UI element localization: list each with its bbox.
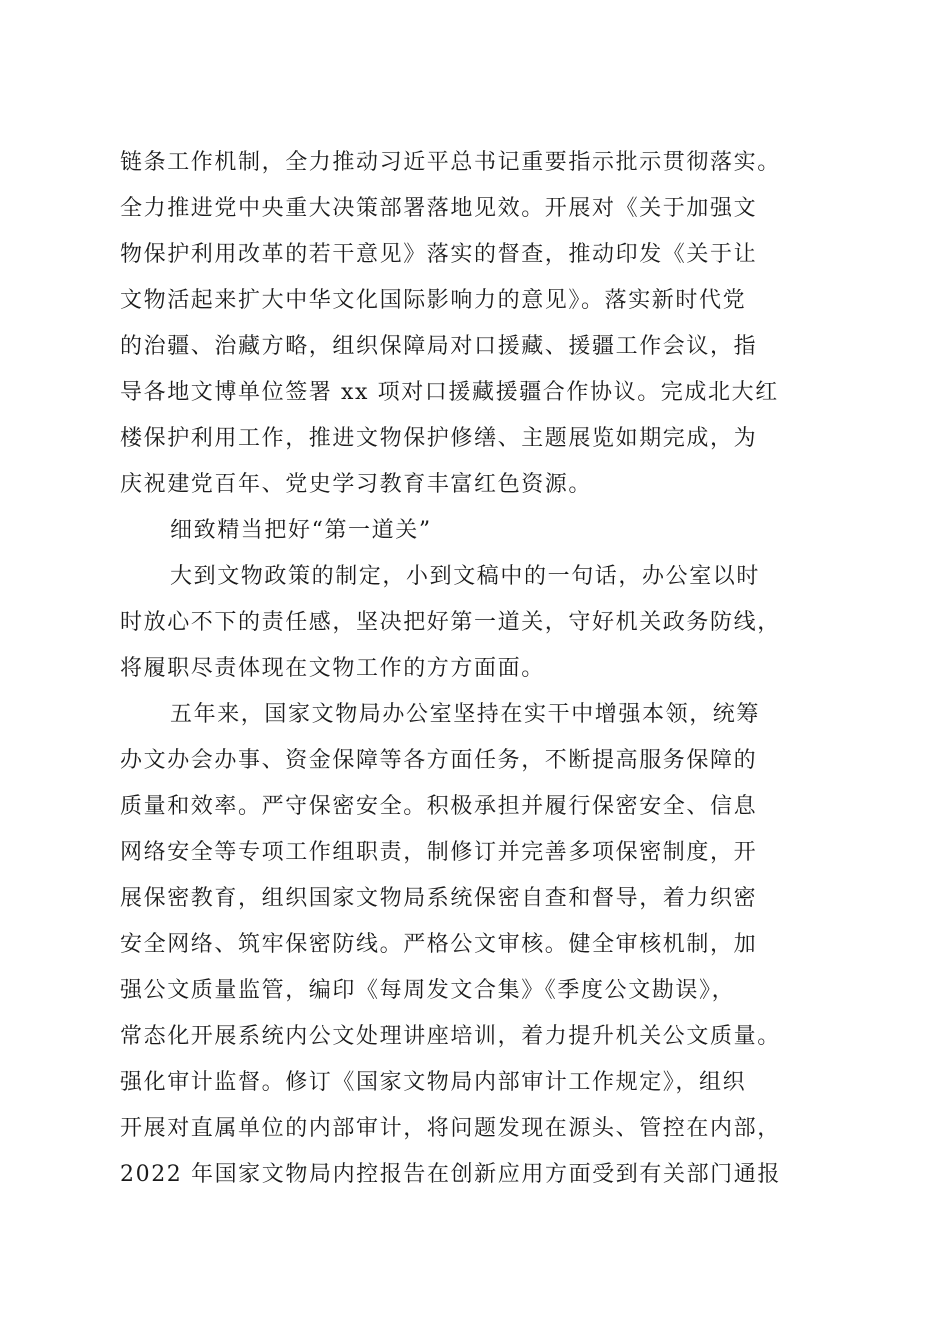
text-line: 楼保护利用工作，推进文物保护修缮、主题展览如期完成，为 — [120, 426, 758, 451]
heading-text: 细致精当把好“第一道关” — [170, 518, 432, 543]
text-line: 强公文质量监管，编印《每周发文合集》《季度公文勘误》， — [120, 978, 736, 1003]
paragraph-2 — [120, 554, 840, 692]
text-line: 展保密教育，组织国家文物局系统保密自查和督导，着力织密 — [120, 886, 758, 911]
paragraph-1 — [120, 140, 840, 508]
text-line: 的治疆、治藏方略，组织保障局对口援藏、援疆工作会议，指 — [120, 334, 758, 359]
text-line: 物保护利用改革的若干意见》落实的督查，推动印发《关于让 — [120, 242, 758, 267]
text-line: 质量和效率。严守保密安全。积极承担并履行保密安全、信息 — [120, 794, 758, 819]
text-line: 办文办会办事、资金保障等各方面任务，不断提高服务保障的 — [120, 748, 758, 773]
text-line: 大到文物政策的制定，小到文稿中的一句话，办公室以时 — [170, 564, 761, 589]
text-line: 安全网络、筑牢保密防线。严格公文审核。健全审核机制，加 — [120, 932, 758, 957]
text-line: 文物活起来扩大中华文化国际影响力的意见》。落实新时代党 — [120, 288, 747, 313]
text-line: 全力推进党中央重大决策部署落地见效。开展对《关于加强文 — [120, 196, 758, 221]
text-line: 网络安全等专项工作组职责，制修订并完善多项保密制度，开 — [120, 840, 758, 865]
text-line: 将履职尽责体现在文物工作的方方面面。 — [120, 656, 545, 681]
text-line: 开展对直属单位的内部审计，将问题发现在源头、管控在内部， — [120, 1116, 781, 1141]
paragraph-3 — [120, 692, 840, 1198]
text-line: 强化审计监督。修订《国家文物局内部审计工作规定》，组织 — [120, 1070, 747, 1095]
text-line: 庆祝建党百年、党史学习教育丰富红色资源。 — [120, 472, 593, 497]
text-line: 常态化开展系统内公文处理讲座培训，着力提升机关公文质量。 — [120, 1024, 781, 1049]
text-line: 五年来，国家文物局办公室坚持在实干中增强本领，统筹 — [170, 702, 761, 727]
text-line: 链条工作机制，全力推动习近平总书记重要指示批示贯彻落实。 — [120, 150, 781, 175]
text-line: 2022 年国家文物局内控报告在创新应用方面受到有关部门通报 — [120, 1162, 781, 1187]
section-heading — [120, 508, 840, 554]
body-text — [120, 140, 840, 1198]
text-line: 导各地文博单位签署 xx 项对口援藏援疆合作协议。完成北大红 — [120, 380, 779, 405]
text-line: 时放心不下的责任感，坚决把好第一道关，守好机关政务防线， — [120, 610, 781, 635]
